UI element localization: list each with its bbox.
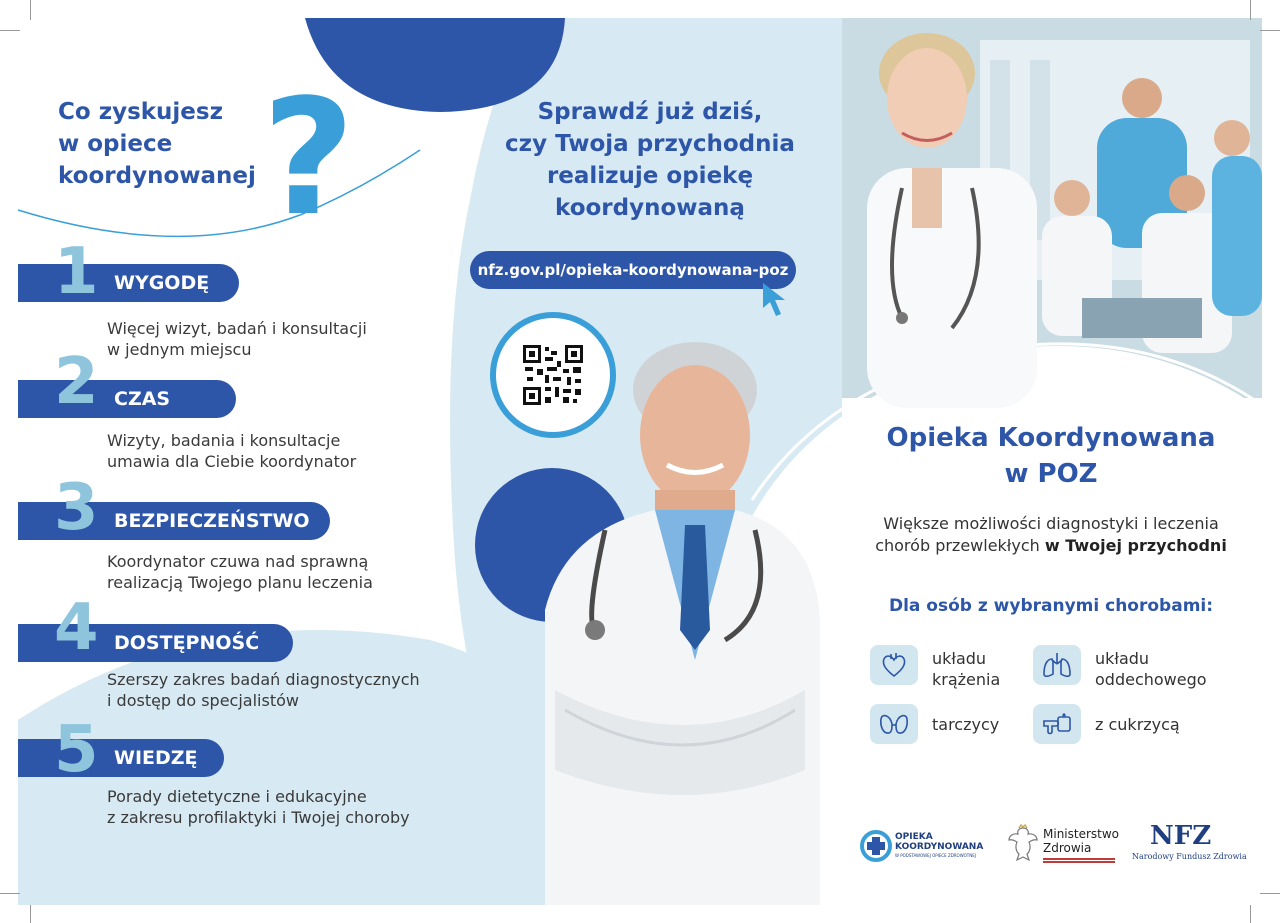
benefit-bar	[18, 264, 239, 302]
benefit-label: WIEDZĘ	[114, 747, 198, 769]
description-text: chorób przewlekłych	[875, 536, 1045, 555]
logo-text: Ministerstwo	[1043, 827, 1120, 841]
logo-text: W PODSTAWOWEJ OPIECE ZDROWOTNEJ	[895, 853, 976, 858]
qr-code-frame	[490, 312, 616, 438]
crop-mark	[30, 0, 31, 20]
benefit-number: 5	[54, 713, 99, 787]
description-emphasis: w Twojej przychodni	[1044, 536, 1227, 555]
crop-mark	[1260, 893, 1280, 894]
check-heading-line: czy Twoja przychodnia	[505, 131, 795, 157]
benefit-number: 3	[54, 471, 99, 545]
benefit-description	[107, 318, 437, 360]
benefit-number: 2	[54, 345, 99, 419]
crop-mark	[1250, 0, 1251, 20]
benefit-number: 1	[54, 235, 99, 309]
check-heading-line: koordynowaną	[555, 195, 745, 221]
benefit-number: 4	[54, 591, 99, 665]
benefit-bar	[18, 380, 236, 418]
logo-text: Narodowy Fundusz Zdrowia	[1132, 852, 1247, 861]
medical-team-photo	[842, 18, 1262, 408]
diseases-heading: Dla osób z wybranymi chorobami:	[888, 596, 1214, 616]
disease-label-line: z cukrzycą	[1095, 715, 1180, 734]
disease-label	[1095, 648, 1207, 690]
benefit-description	[107, 551, 437, 593]
disease-label	[932, 648, 1000, 690]
check-heading-line: realizuje opiekę	[546, 163, 754, 189]
crop-mark	[1250, 905, 1251, 923]
left-title-line: koordynowanej	[58, 163, 256, 189]
flag-stripe	[1043, 861, 1115, 863]
program-description-line: Większe możliwości diagnostyki i leczenia	[883, 514, 1219, 533]
cursor-pointer-icon	[760, 280, 790, 320]
logo-text: Zdrowia	[1043, 841, 1092, 855]
opieka-koordynowana-logo	[860, 828, 990, 868]
disease-label-line: krążenia	[932, 670, 1001, 689]
benefit-description-line: Porady dietetyczne i edukacyjne	[107, 787, 367, 806]
check-heading	[470, 96, 830, 224]
program-description-line	[842, 535, 1260, 557]
benefit-bar	[18, 739, 224, 777]
crop-mark	[0, 893, 20, 894]
logo-text: KOORDYNOWANA	[895, 842, 984, 852]
benefit-label: CZAS	[114, 388, 171, 410]
heart-icon	[870, 645, 918, 685]
check-heading-line: Sprawdź już dziś,	[537, 99, 763, 125]
question-mark-icon: ?	[262, 64, 355, 251]
left-title-line: w opiece	[58, 131, 173, 157]
benefit-label: BEZPIECZEŃSTWO	[114, 510, 310, 532]
crop-mark	[30, 905, 31, 923]
disease-label-line: oddechowego	[1095, 670, 1207, 689]
thyroid-icon	[870, 704, 918, 744]
disease-label	[932, 714, 999, 735]
lungs-icon	[1033, 645, 1081, 685]
benefit-description	[107, 430, 437, 472]
left-title-line: Co zyskujesz	[58, 99, 223, 125]
program-title-line: w POZ	[1004, 459, 1098, 489]
benefit-label: DOSTĘPNOŚĆ	[114, 632, 260, 654]
flag-stripe	[1043, 858, 1115, 860]
benefit-description-line: Koordynator czuwa nad sprawną	[107, 552, 369, 571]
benefit-description-line: Więcej wizyt, badań i konsultacji	[107, 319, 367, 338]
benefit-description	[107, 786, 447, 828]
glucose-meter-icon	[1033, 704, 1081, 744]
disease-label-line: układu	[932, 649, 987, 668]
benefit-description-line: i dostęp do specjalistów	[107, 691, 299, 710]
benefit-description-line: z zakresu profilaktyki i Twojej choroby	[107, 808, 410, 827]
benefit-description-line: umawia dla Ciebie koordynator	[107, 452, 357, 471]
nfz-logo	[1130, 821, 1247, 866]
program-title	[842, 420, 1260, 492]
ministerstwo-zdrowia-logo	[1005, 824, 1120, 866]
program-title-line: Opieka Koordynowana	[886, 423, 1216, 453]
program-description	[842, 513, 1260, 557]
benefit-description-line: Szerszy zakres badań diagnostycznych	[107, 670, 420, 689]
benefit-description-line: w jednym miejscu	[107, 340, 252, 359]
crop-mark	[1260, 30, 1280, 31]
crop-mark	[0, 30, 20, 31]
benefit-description	[107, 669, 447, 711]
eagle-emblem-icon	[1005, 824, 1041, 864]
nfz-url-link[interactable]: nfz.gov.pl/opieka-koordynowana-poz	[470, 251, 796, 289]
logo-text: NFZ	[1150, 821, 1212, 851]
cross-logo-icon	[860, 830, 892, 862]
qr-code-icon[interactable]	[496, 318, 610, 432]
benefit-description-line: Wizyty, badania i konsultacje	[107, 431, 341, 450]
logo-text: OPIEKA	[895, 832, 933, 842]
disease-label-line: tarczycy	[932, 715, 1000, 734]
benefit-label: WYGODĘ	[114, 272, 210, 294]
disease-label	[1095, 714, 1180, 735]
benefit-description-line: realizacją Twojego planu leczenia	[107, 573, 373, 592]
disease-label-line: układu	[1095, 649, 1150, 668]
